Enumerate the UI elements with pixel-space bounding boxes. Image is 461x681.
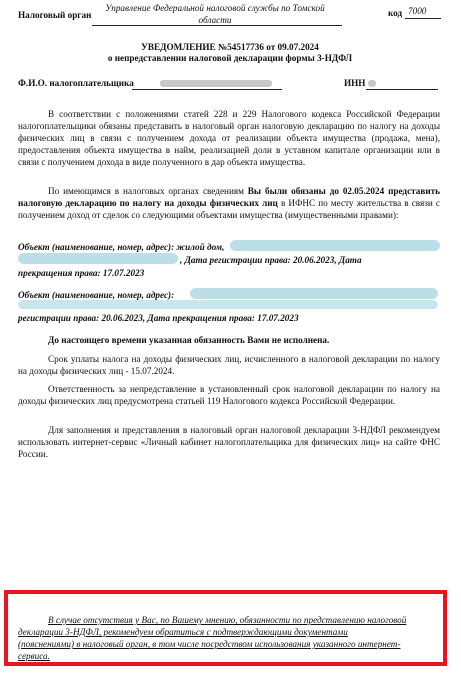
paragraph-payment-deadline: Срок уплаты налога на доходы физических лиц, исчисленного в налоговой декларации по налогу на доходы физических лиц - 15.07.2024.	[18, 354, 440, 376]
object-2-redaction	[190, 288, 438, 299]
object-2-line-1: Объект (наименование, номер, адрес):	[18, 290, 175, 300]
code-underline	[405, 18, 441, 19]
object-1-redaction-2	[18, 253, 178, 264]
object-2-redaction-2	[18, 300, 438, 309]
authority-underline	[92, 25, 342, 26]
notice-subtitle: о непредставлении налоговой декларации формы 3-НДФЛ	[107, 53, 353, 63]
obligation-text-bold: Вы были обязаны до 02.05.2024 представить налоговую декларацию по налогу на доходы физических лиц	[18, 186, 440, 208]
footer-note-line-2: декларации 3-НДФЛ, рекомендуем обратиться с подтверждающими документами	[18, 627, 348, 637]
object-1-line-3: прекращения права: 17.07.2023	[18, 268, 145, 278]
object-1-redaction-1	[230, 240, 440, 251]
authority-label: Налоговый орган	[18, 10, 92, 20]
obligation-not-fulfilled: До настоящего времени указанная обязанность Вами не исполнена.	[48, 335, 330, 345]
footer-note-line-1: В случае отсутствия у Вас, по Вашему мнению, обязанности по представлению налоговой	[48, 615, 407, 625]
fio-redaction	[160, 80, 272, 87]
paragraph-obligation	[18, 186, 440, 222]
obligation-text-start: По имеющимся в налоговых органах сведениям	[48, 186, 248, 196]
paragraph-liability: Ответственность за непредставление в установленный срок налоговой декларации по налогу на доходы физических лиц предусмотрена статьей 119 Налогового кодекса Российской Федерации.	[18, 384, 440, 406]
inn-redaction	[368, 80, 376, 87]
paragraph-legal-basis: В соответствии с положениями статей 228 и 229 Налогового кодекса Российской Федерации налогоплательщики обязаны представить в налоговый орган налоговую декларацию по налогу на доходы физических лиц в связи с получением дохода от реализации объекта имущества (продажа, мена), предоставления объекта имущества в найм, реализацией доли в уставном капитале организации или в связи с получением дохода в виде полученного в дар объекта имущества.	[18, 109, 440, 167]
footer-note-line-3: (пояснениями) в налоговый орган, в том числе посредством использования указанного интернет-	[18, 639, 401, 649]
inn-underline	[366, 89, 438, 90]
paragraph-online-service: Для заполнения и представления в налоговый орган налоговой декларации 3-НДФЛ рекомендуем использовать интернет-сервис «Личный кабинет налогоплательщика для физических лиц» на сайте ФНС России.	[18, 425, 440, 459]
code-value: 7000	[408, 6, 427, 16]
object-1-line-2: , Дата регистрации права: 20.06.2023, Дата	[180, 255, 362, 265]
obligation-text-end: в ИФНС по месту жительства в связи с получением доход от сделок со следующими объектами имущества (имущественными правами):	[18, 197, 440, 220]
object-2-line-2: регистрации права: 20.06.2023, Дата прекращения права: 17.07.2023	[18, 313, 299, 323]
authority-value: Управление Федеральной налоговой службы по Томской области	[105, 3, 325, 25]
object-1-line-1: Объект (наименование, номер, адрес): жилой дом,	[18, 242, 225, 252]
fio-label: Ф.И.О. налогоплательщика	[18, 78, 134, 88]
inn-label: ИНН	[344, 78, 366, 88]
notice-title: УВЕДОМЛЕНИЕ №54517736 от 09.07.2024	[141, 42, 319, 52]
code-label: код	[388, 8, 403, 18]
footer-note-line-4: сервиса.	[18, 651, 50, 661]
fio-underline	[132, 89, 282, 90]
